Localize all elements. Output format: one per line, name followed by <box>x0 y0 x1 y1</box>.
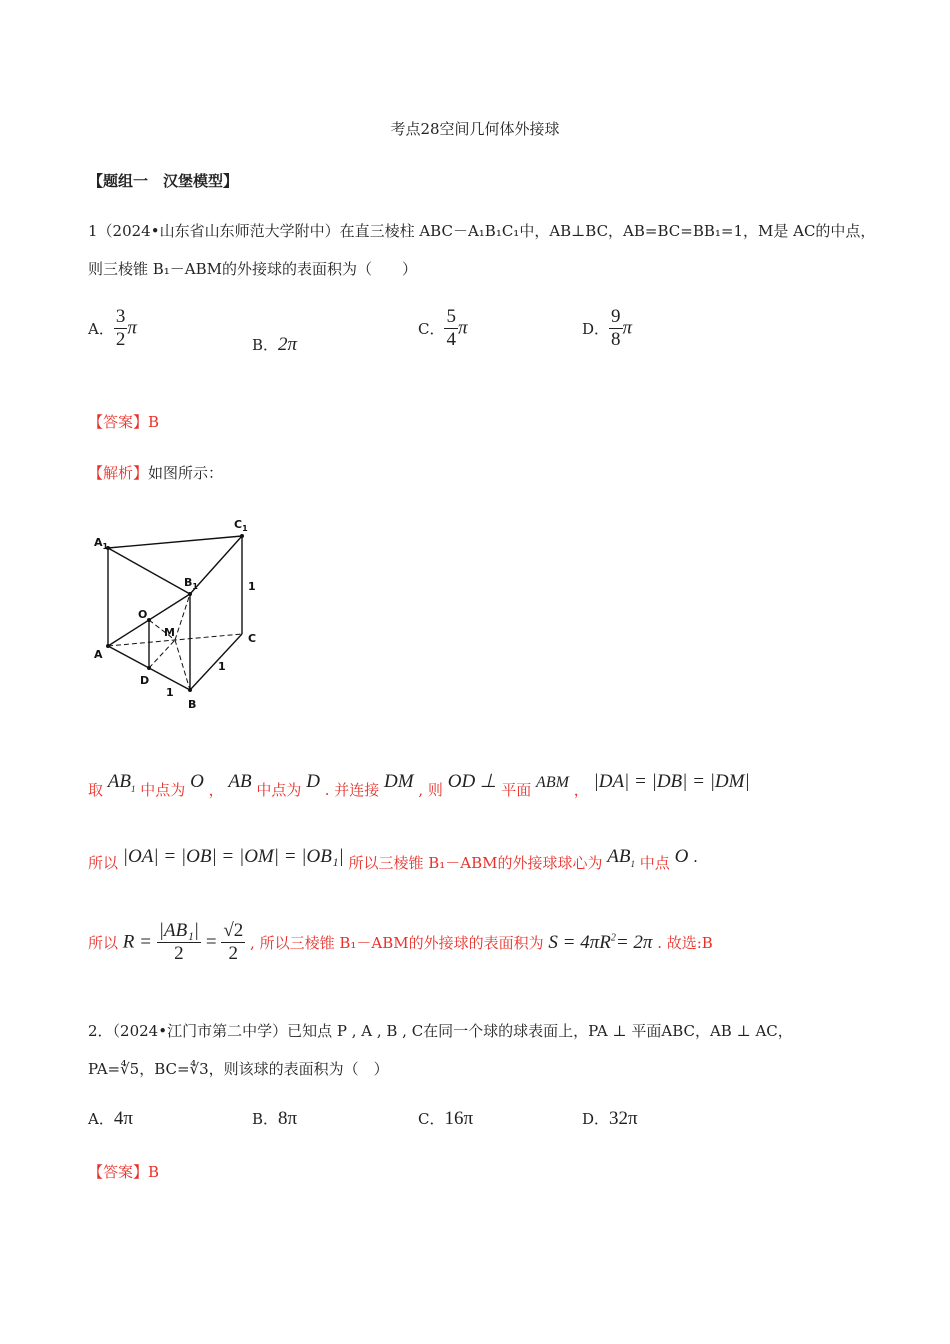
q1-analysis-tag: 【解析】 <box>88 464 149 482</box>
sol3-fraction-ab1 <box>157 920 201 965</box>
q1-option-c-pi: π <box>457 317 468 339</box>
q2-option-a-label: A． <box>88 1110 114 1128</box>
point-b1 <box>188 592 192 596</box>
sol3-fraction-ab1-den: 2 <box>157 942 201 965</box>
q1-option-a-fraction <box>114 306 128 351</box>
q2-option-b-value: 8π <box>278 1108 298 1129</box>
solution-line-1 <box>88 770 750 800</box>
q2-option-b <box>252 1108 297 1130</box>
q1-option-d-label: D． <box>582 320 610 338</box>
sol3-math-s-sup: 2 <box>610 932 616 944</box>
q2-option-c <box>418 1108 473 1130</box>
q1-option-c-fraction <box>444 306 458 351</box>
q1-option-b-value: 2π <box>278 334 298 355</box>
q1-option-a-num: 3 <box>115 306 126 327</box>
q2-option-a <box>88 1108 133 1130</box>
sol3-text-2: , 所以三棱锥 B₁－ABM的外接球的表面积为 <box>250 934 544 952</box>
sol2-math-ab1-sub: 1 <box>630 858 635 869</box>
segment-dm-hidden <box>149 640 175 668</box>
solution-line-3 <box>88 920 713 972</box>
q2-answer <box>88 1161 159 1182</box>
q1-option-a-den: 2 <box>115 329 126 350</box>
label-length-bc: 1 <box>218 660 226 673</box>
sol3-fraction-sqrt2 <box>221 920 245 965</box>
point-d <box>147 666 151 670</box>
q1-option-c <box>418 306 468 351</box>
sol2-text-4: . <box>693 848 698 866</box>
q1-answer <box>88 411 159 432</box>
q1-option-b-label: B． <box>252 336 279 354</box>
sol2-text-3: 中点 <box>639 854 670 872</box>
sol1-math-equal-distances: |DA| = |DB| = |DM| <box>593 771 750 792</box>
sol1-text-1: 取 <box>88 781 104 799</box>
q1-option-c-label: C． <box>418 320 445 338</box>
label-length-db: 1 <box>166 686 174 699</box>
q1-text-line2: 则三棱锥 B₁－ABM的外接球的表面积为（ ） <box>88 260 418 278</box>
sol1-math-ab: AB <box>228 771 252 792</box>
label-c: C <box>248 632 257 645</box>
sol2-math-ab1-base: AB <box>607 846 631 867</box>
sol1-text-3: ， <box>208 781 224 799</box>
sol1-math-dm: DM <box>384 771 414 792</box>
sol3-math-eq: = <box>205 931 217 953</box>
label-c1: $C_1$ <box>234 518 248 533</box>
q1-option-a-label: A． <box>88 320 114 338</box>
label-a: A <box>94 648 103 661</box>
sol3-math-s-base: S = 4πR <box>548 931 611 953</box>
point-b <box>188 688 192 692</box>
sol3-fraction-sqrt2-num: √2 <box>223 920 244 941</box>
q2-option-d-label: D． <box>582 1110 610 1128</box>
label-length-bb1: 1 <box>248 580 256 593</box>
edge-a1b1 <box>108 548 190 594</box>
q2-option-c-value: 16π <box>444 1108 474 1129</box>
sol1-math-ab1-sub: 1 <box>131 783 136 794</box>
sol3-math-s-result: = 2π <box>615 931 653 953</box>
sol3-fraction-ab1-num: |AB₁| <box>158 920 200 941</box>
sol2-math-ab1 <box>607 846 635 867</box>
q1-option-b <box>252 334 297 356</box>
q2-option-a-value: 4π <box>113 1108 133 1129</box>
q1-option-d-num: 9 <box>611 306 621 327</box>
q2-option-d-value: 32π <box>609 1108 638 1129</box>
q1-answer-value: B <box>148 413 160 431</box>
sol2-math-equal-distances: |OA| = |OB| = |OM| = |OB₁| <box>122 846 344 867</box>
sol3-math-r: R = <box>122 931 152 953</box>
q2-option-b-label: B． <box>252 1110 279 1128</box>
q1-option-d <box>582 306 632 351</box>
q1-option-a <box>88 306 137 351</box>
sol1-text-6: , 则 <box>418 781 443 799</box>
sol1-math-o: O <box>190 771 204 792</box>
q2-answer-value: B <box>148 1163 160 1181</box>
label-o: O <box>138 608 148 621</box>
q2-option-d <box>582 1108 638 1130</box>
sol3-text-3: . 故选:B <box>657 934 713 952</box>
sol1-math-ab1-base: AB <box>107 771 132 792</box>
label-d: D <box>140 674 150 687</box>
prism-figure <box>88 510 288 720</box>
q1-option-d-fraction <box>609 306 623 351</box>
q2-option-c-label: C． <box>418 1110 445 1128</box>
label-b1: $B_1$ <box>184 576 198 591</box>
sol1-text-4: 中点为 <box>256 781 302 799</box>
label-m: M <box>164 626 175 639</box>
sol3-fraction-sqrt2-den: 2 <box>221 942 245 965</box>
solution-line-2 <box>88 846 698 876</box>
point-o <box>147 618 151 622</box>
q1-option-a-pi: π <box>127 317 137 339</box>
q2-text-line2: PA=∜5，BC=∜3，则该球的表面积为（ ） <box>88 1060 389 1078</box>
point-c1 <box>240 534 244 538</box>
sol3-text-1: 所以 <box>88 934 119 952</box>
label-a1: $A_1$ <box>94 536 109 551</box>
sol2-math-o: O <box>674 846 689 867</box>
q1-analysis <box>88 462 223 483</box>
q1-option-c-den: 4 <box>446 329 456 350</box>
q2-answer-tag: 【答案】 <box>88 1163 149 1181</box>
sol3-math-s <box>548 932 652 953</box>
edge-a1c1 <box>108 536 242 548</box>
sol1-math-ab1 <box>108 771 136 792</box>
sol1-text-7: 平面 <box>501 781 532 799</box>
sol1-text-2: 中点为 <box>140 781 186 799</box>
q2-text-line1: 2．（2024•江门市第二中学）已知点 P , A , B , C在同一个球的球表面上，PA ⊥ 平面ABC，AB ⊥ AC， <box>88 1022 793 1040</box>
sol1-math-d: D <box>306 771 320 792</box>
q1-answer-tag: 【答案】 <box>88 413 149 431</box>
sol1-text-8: ， <box>573 781 589 799</box>
edge-bc <box>190 634 242 690</box>
sol1-math-od-perp: OD ⊥ <box>447 771 497 792</box>
sol2-text-2: 所以三棱锥 B₁－ABM的外接球球心为 <box>348 854 603 872</box>
section-heading: 【题组一 汉堡模型】 <box>88 172 239 190</box>
q1-analysis-text: 如图所示： <box>148 464 224 482</box>
q1-option-c-num: 5 <box>446 306 456 327</box>
label-b: B <box>188 698 197 711</box>
point-a <box>106 644 110 648</box>
sol1-math-abm: ABM <box>536 774 569 791</box>
sol2-text-1: 所以 <box>88 854 119 872</box>
segment-mb1-hidden <box>175 594 190 640</box>
q1-option-d-den: 8 <box>611 329 621 350</box>
q1-text-line1: 1（2024•山东省山东师范大学附中）在直三棱柱 ABC－A₁B₁C₁中，AB⊥BC，AB=BC=BB₁=1，M是 AC的中点， <box>88 222 876 240</box>
sol1-text-5: . 并连接 <box>324 781 380 799</box>
q1-option-d-pi: π <box>622 317 633 339</box>
page-title: 考点28空间几何体外接球 <box>390 120 560 138</box>
